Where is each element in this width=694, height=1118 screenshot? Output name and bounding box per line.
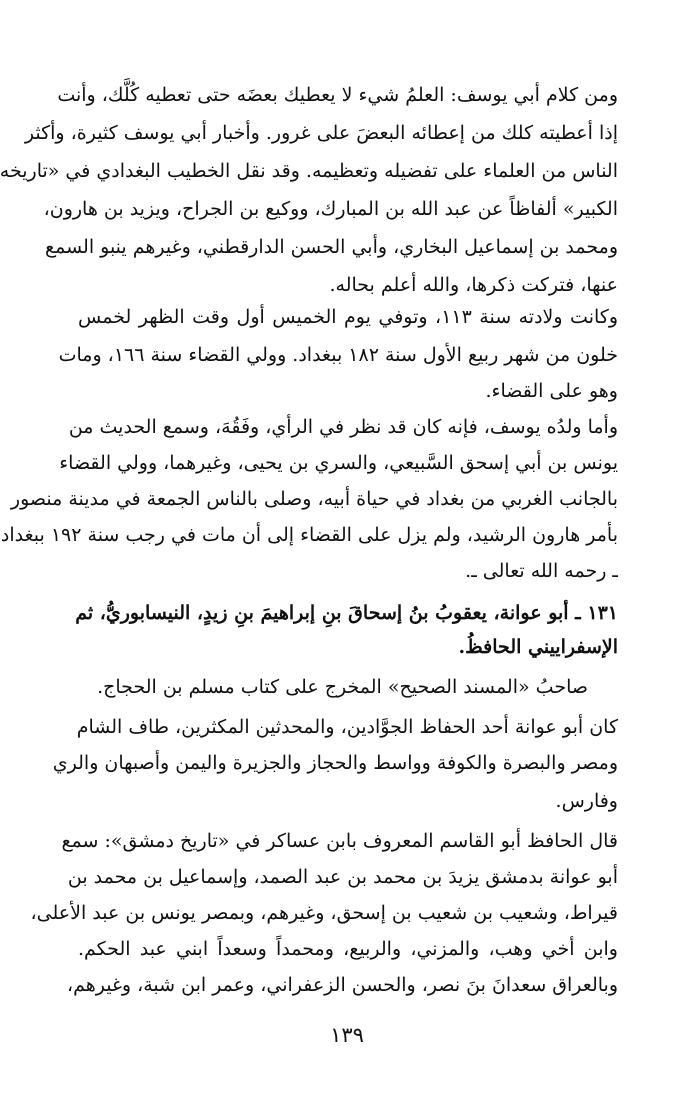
text-line: وبالعراق سعدانَ بنَ نصر، والحسن الزعفراني، وعمر ابن شبة، وغيرهم، — [66, 974, 618, 996]
text-line: يونس بن أبي إسحق السَّبيعي، والسري بن يحيى، وغيرهما، وولي القضاء — [59, 452, 618, 474]
text-line: بأمر هارون الرشيد، ولم يزل على القضاء إلى أن مات في رجب سنة ١٩٢ ببغداد — [0, 524, 618, 546]
text-line: وفارس. — [555, 790, 618, 812]
text-line: بالجانب الغربي من بغداد في حياة أبيه، وصلى بالناس الجمعة في مدينة منصور — [10, 488, 618, 510]
text-line: ومصر والبصرة والكوفة وواسط والحجاز والجزيرة واليمن وأصبهان والري — [52, 752, 618, 774]
text-line: إذا أعطيته كلك من إعطائه البعضَ على غرور. وأخبار أبي يوسف كثيرة، وأكثر — [24, 122, 618, 144]
text-line: أبو عوانة بدمشق يزيدَ بن محمد بن عبد الصمد، وإسماعيل بن محمد بن — [67, 866, 618, 888]
text-line: قال الحافظ أبو القاسم المعروف بابن عساكر في «تاريخ دمشق»: سمع — [61, 830, 618, 852]
entry-heading-line: الإسفراييني الحافظُ. — [458, 636, 618, 658]
text-line: ومحمد بن إسماعيل البخاري، وأبي الحسن الدارقطني، وغيرهم ينبو السمع — [44, 236, 618, 258]
entry-heading-line: ١٣١ ـ أبو عوانة، يعقوبُ بنُ إسحاقَ بنِ إبراهيمَ بنِ زيدٍ، النيسابوريُّ، ثم — [75, 602, 618, 624]
text-line: وكانت ولادته سنة ١١٣، وتوفي يوم الخميس أول وقت الظهر لخمس — [78, 306, 618, 328]
text-line: خلون من شهر ربيع الأول سنة ١٨٢ ببغداد. وولي القضاء سنة ١٦٦، ومات — [58, 344, 618, 366]
text-line: ـ رحمه الله تعالى ـ. — [465, 560, 618, 582]
text-line: وأما ولدُه يوسف، فإنه كان قد نظر في الرأي، وفَقُهَ، وسمع الحديث من — [68, 416, 618, 438]
text-line: وهو على القضاء. — [485, 380, 618, 402]
text-line: ومن كلام أبي يوسف: العلمُ شيء لا يعطيك بعضَه حتى تعطيه كُلَّك، وأنت — [57, 84, 618, 106]
text-line: قيراط، وشعيب بن شعيب بن إسحق، وغيرهم، وبمصر يونس بن عبد الأعلى، — [30, 902, 618, 924]
text-line: عنها، فتركت ذكرها، والله أعلم بحاله. — [329, 274, 618, 296]
text-line: صاحبُ «المسند الصحيح» المخرج على كتاب مسلم بن الحجاج. — [97, 676, 588, 698]
page-number: ١٣٩ — [330, 1023, 364, 1047]
text-line: وابن أخي وهب، والمزني، والربيع، ومحمداً وسعداً ابني عبد الحكم. — [78, 938, 618, 960]
text-line: الكبير» ألفاظاً عن عبد الله بن المبارك، ووكيع بن الجراح، ويزيد بن هارون، — [43, 198, 618, 220]
text-line: الناس من العلماء على تفضيله وتعظيمه. وقد نقل الخطيب البغدادي في «تاريخه — [0, 160, 618, 182]
text-line: كان أبو عوانة أحد الحفاظ الجوَّادين، والمحدثين المكثرين، طاف الشام — [76, 716, 618, 738]
